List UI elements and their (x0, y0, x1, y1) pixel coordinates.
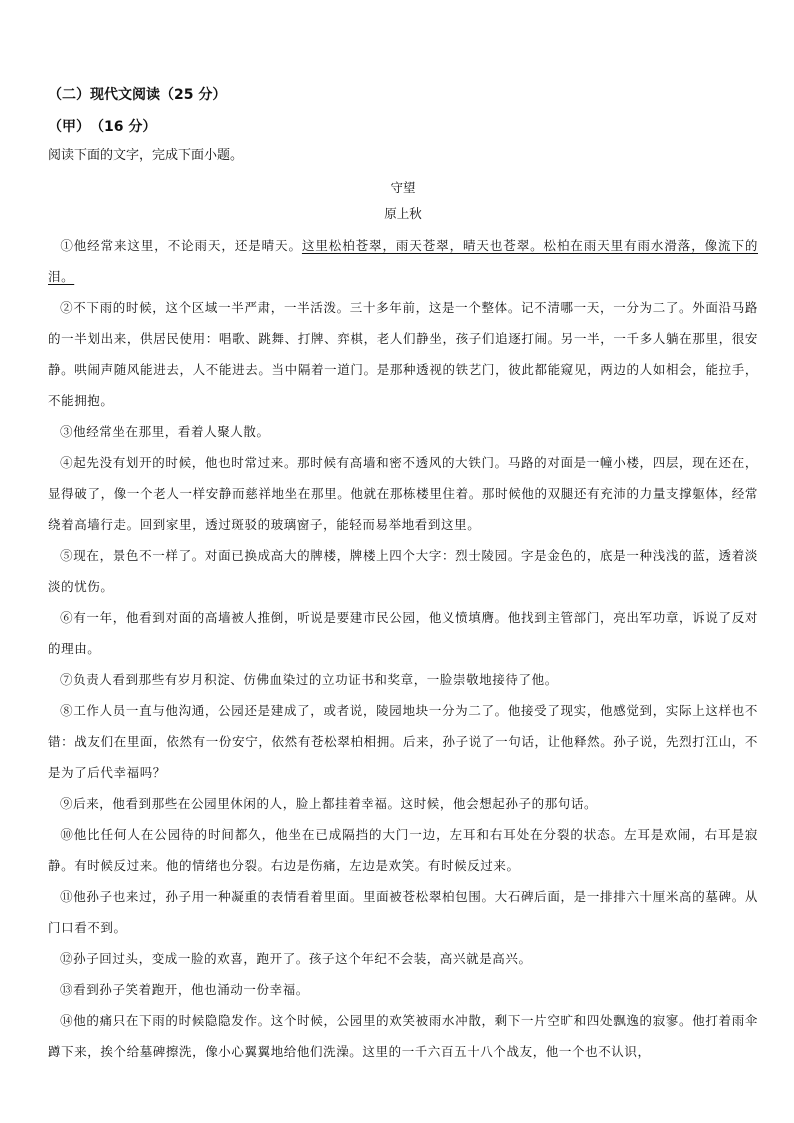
article-paragraph (48, 881, 758, 943)
paragraph-text: ⑤现在，景色不一样了。对面已换成高大的牌楼，牌楼上四个大字：烈士陵园。字是金色的，底是一种浅浅的蓝，透着淡淡的忧伤。 (48, 548, 758, 594)
article-paragraph (48, 292, 758, 416)
paragraph-text: ⑨后来，他看到那些在公园里休闲的人，脸上都挂着幸福。这时候，他会想起孙子的那句话。 (60, 796, 598, 811)
article-paragraph (48, 819, 758, 881)
article-title: 守望 (390, 180, 416, 195)
paragraph-text: ⑩他比任何人在公园待的时间都久，他坐在已成隔挡的大门一边，左耳和右耳处在分裂的状态。左耳是欢闹，右耳是寂静。有时候反过来。他的情绪也分裂。右边是伤痛，左边是欢笑。有时候反过来。 (48, 827, 758, 873)
article-paragraph (48, 447, 758, 540)
article-paragraph (48, 788, 758, 819)
paragraph-text: ⑧工作人员一直与他沟通，公园还是建成了，或者说，陵园地块一分为二了。他接受了现实，他感觉到，实际上这样也不错：战友们在里面，依然有一份安宁，依然有苍松翠柏相拥。后来，孙子说了一句话，让他释然。孙子说，先烈打江山，不是为了后代幸福吗？ (48, 703, 758, 780)
underlined-sentence: 这里松柏苍翠，雨天苍翠，晴天也苍翠。松柏在雨天里有雨水滑落，像流下的泪。 (48, 238, 758, 284)
document-page (48, 84, 758, 1067)
article-paragraph (48, 943, 758, 974)
article-paragraph (48, 602, 758, 664)
article-paragraph (48, 230, 758, 292)
reading-instruction: 阅读下面的文字，完成下面小题。 (48, 148, 244, 163)
article-paragraph (48, 664, 758, 695)
article-paragraph (48, 540, 758, 602)
paragraph-text: ⑦负责人看到那些有岁月积淀、仿佛血染过的立功证书和奖章，一脸崇敬地接待了他。 (60, 672, 558, 687)
paragraph-text: ①他经常来这里，不论雨天，还是晴天。 (60, 238, 302, 253)
paragraph-text: ④起先没有划开的时候，他也时常过来。那时候有高墙和密不透风的大铁门。马路的对面是一幢小楼，四层，现在还在，显得破了，像一个老人一样安静而慈祥地坐在那里。他就在那栋楼里住着。那时候他的双腿还有充沛的力量支撑躯体，经常绕着高墙行走。回到家里，透过斑驳的玻璃窗子，能轻而易举地看到这里。 (48, 455, 758, 532)
article-paragraph (48, 1005, 758, 1067)
article-paragraph (48, 974, 758, 1005)
section-subtitle: （甲） （16 分） (48, 119, 157, 135)
paragraph-text: ⑬看到孙子笑着跑开，他也涌动一份幸福。 (60, 982, 309, 997)
paragraph-text: ⑪他孙子也来过，孙子用一种凝重的表情看着里面。里面被苍松翠柏包围。大石碑后面，是一排排六十厘米高的墓碑。从门口看不到。 (48, 889, 758, 935)
article-paragraph (48, 416, 758, 447)
section-title: （二）现代文阅读（25 分） (48, 87, 227, 103)
article-paragraph (48, 695, 758, 788)
paragraph-text: ⑥有一年，他看到对面的高墙被人推倒，听说是要建市民公园，他义愤填膺。他找到主管部门，亮出军功章，诉说了反对的理由。 (48, 610, 758, 656)
article-body (48, 230, 758, 1067)
paragraph-text: ⑫孙子回过头，变成一脸的欢喜，跑开了。孩子这个年纪不会装，高兴就是高兴。 (60, 951, 532, 966)
paragraph-text: ⑭他的痛只在下雨的时候隐隐发作。这个时候，公园里的欢笑被雨水冲散，剩下一片空旷和四处飘逸的寂寥。他打着雨伞蹲下来，挨个给墓碑擦洗，像小心翼翼地给他们洗澡。这里的一千六百五十八个战友，他一个也不认识， (48, 1013, 758, 1059)
paragraph-text: ②不下雨的时候，这个区域一半严肃，一半活泼。三十多年前，这是一个整体。记不清哪一天，一分为二了。外面沿马路的一半划出来，供居民使用：唱歌、跳舞、打牌、弈棋，老人们静坐，孩子们追逐打闹。另一半，一千多人躺在那里，很安静。哄闹声随风能进去，人不能进去。当中隔着一道门。是那种透视的铁艺门，彼此都能窥见，两边的人如相会，能拉手，不能拥抱。 (48, 300, 758, 408)
paragraph-text: ③他经常坐在那里，看着人聚人散。 (60, 424, 270, 439)
article-author: 原上秋 (384, 206, 422, 221)
